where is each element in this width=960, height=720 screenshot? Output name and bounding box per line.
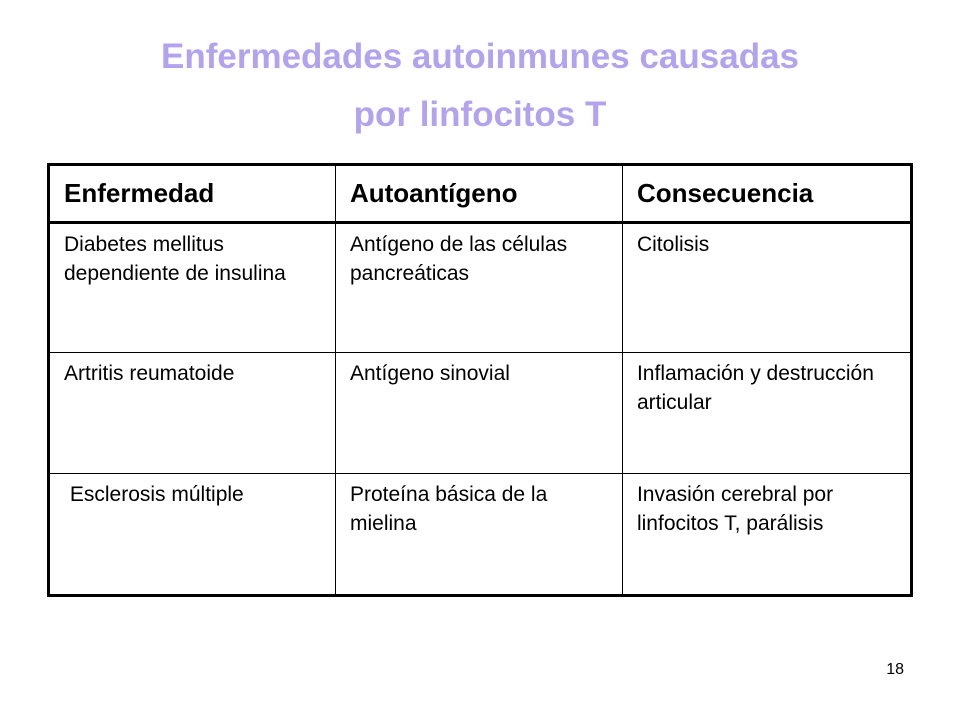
header-consecuencia: Consecuencia	[622, 165, 911, 223]
table-cell-consequence: Inflamación y destrucción articular	[622, 353, 911, 474]
table-cell-disease: Diabetes mellitus dependiente de insulina	[49, 223, 336, 353]
slide-title	[0, 28, 960, 144]
table-cell-consequence: Invasión cerebral por linfocitos T, parálisis	[622, 474, 911, 596]
table-cell-autoantigen: Proteína básica de la mielina	[335, 474, 622, 596]
slide-title-line-1: Enfermedades autoinmunes causadas	[161, 37, 799, 76]
table-row	[49, 474, 912, 596]
table-cell-disease: Esclerosis múltiple	[49, 474, 336, 596]
slide-title-line-2: por linfocitos T	[353, 95, 607, 134]
table-cell-consequence: Citolisis	[622, 223, 911, 353]
header-autoantigeno: Autoantígeno	[335, 165, 622, 223]
table-header-row	[49, 165, 912, 223]
table-row	[49, 353, 912, 474]
autoimmune-diseases-table	[47, 163, 913, 597]
table-cell-disease: Artritis reumatoide	[49, 353, 336, 474]
table-row	[49, 223, 912, 353]
table-cell-autoantigen: Antígeno de las células pancreáticas	[335, 223, 622, 353]
page-number: 18	[886, 661, 904, 678]
header-enfermedad: Enfermedad	[49, 165, 336, 223]
table-cell-autoantigen: Antígeno sinovial	[335, 353, 622, 474]
